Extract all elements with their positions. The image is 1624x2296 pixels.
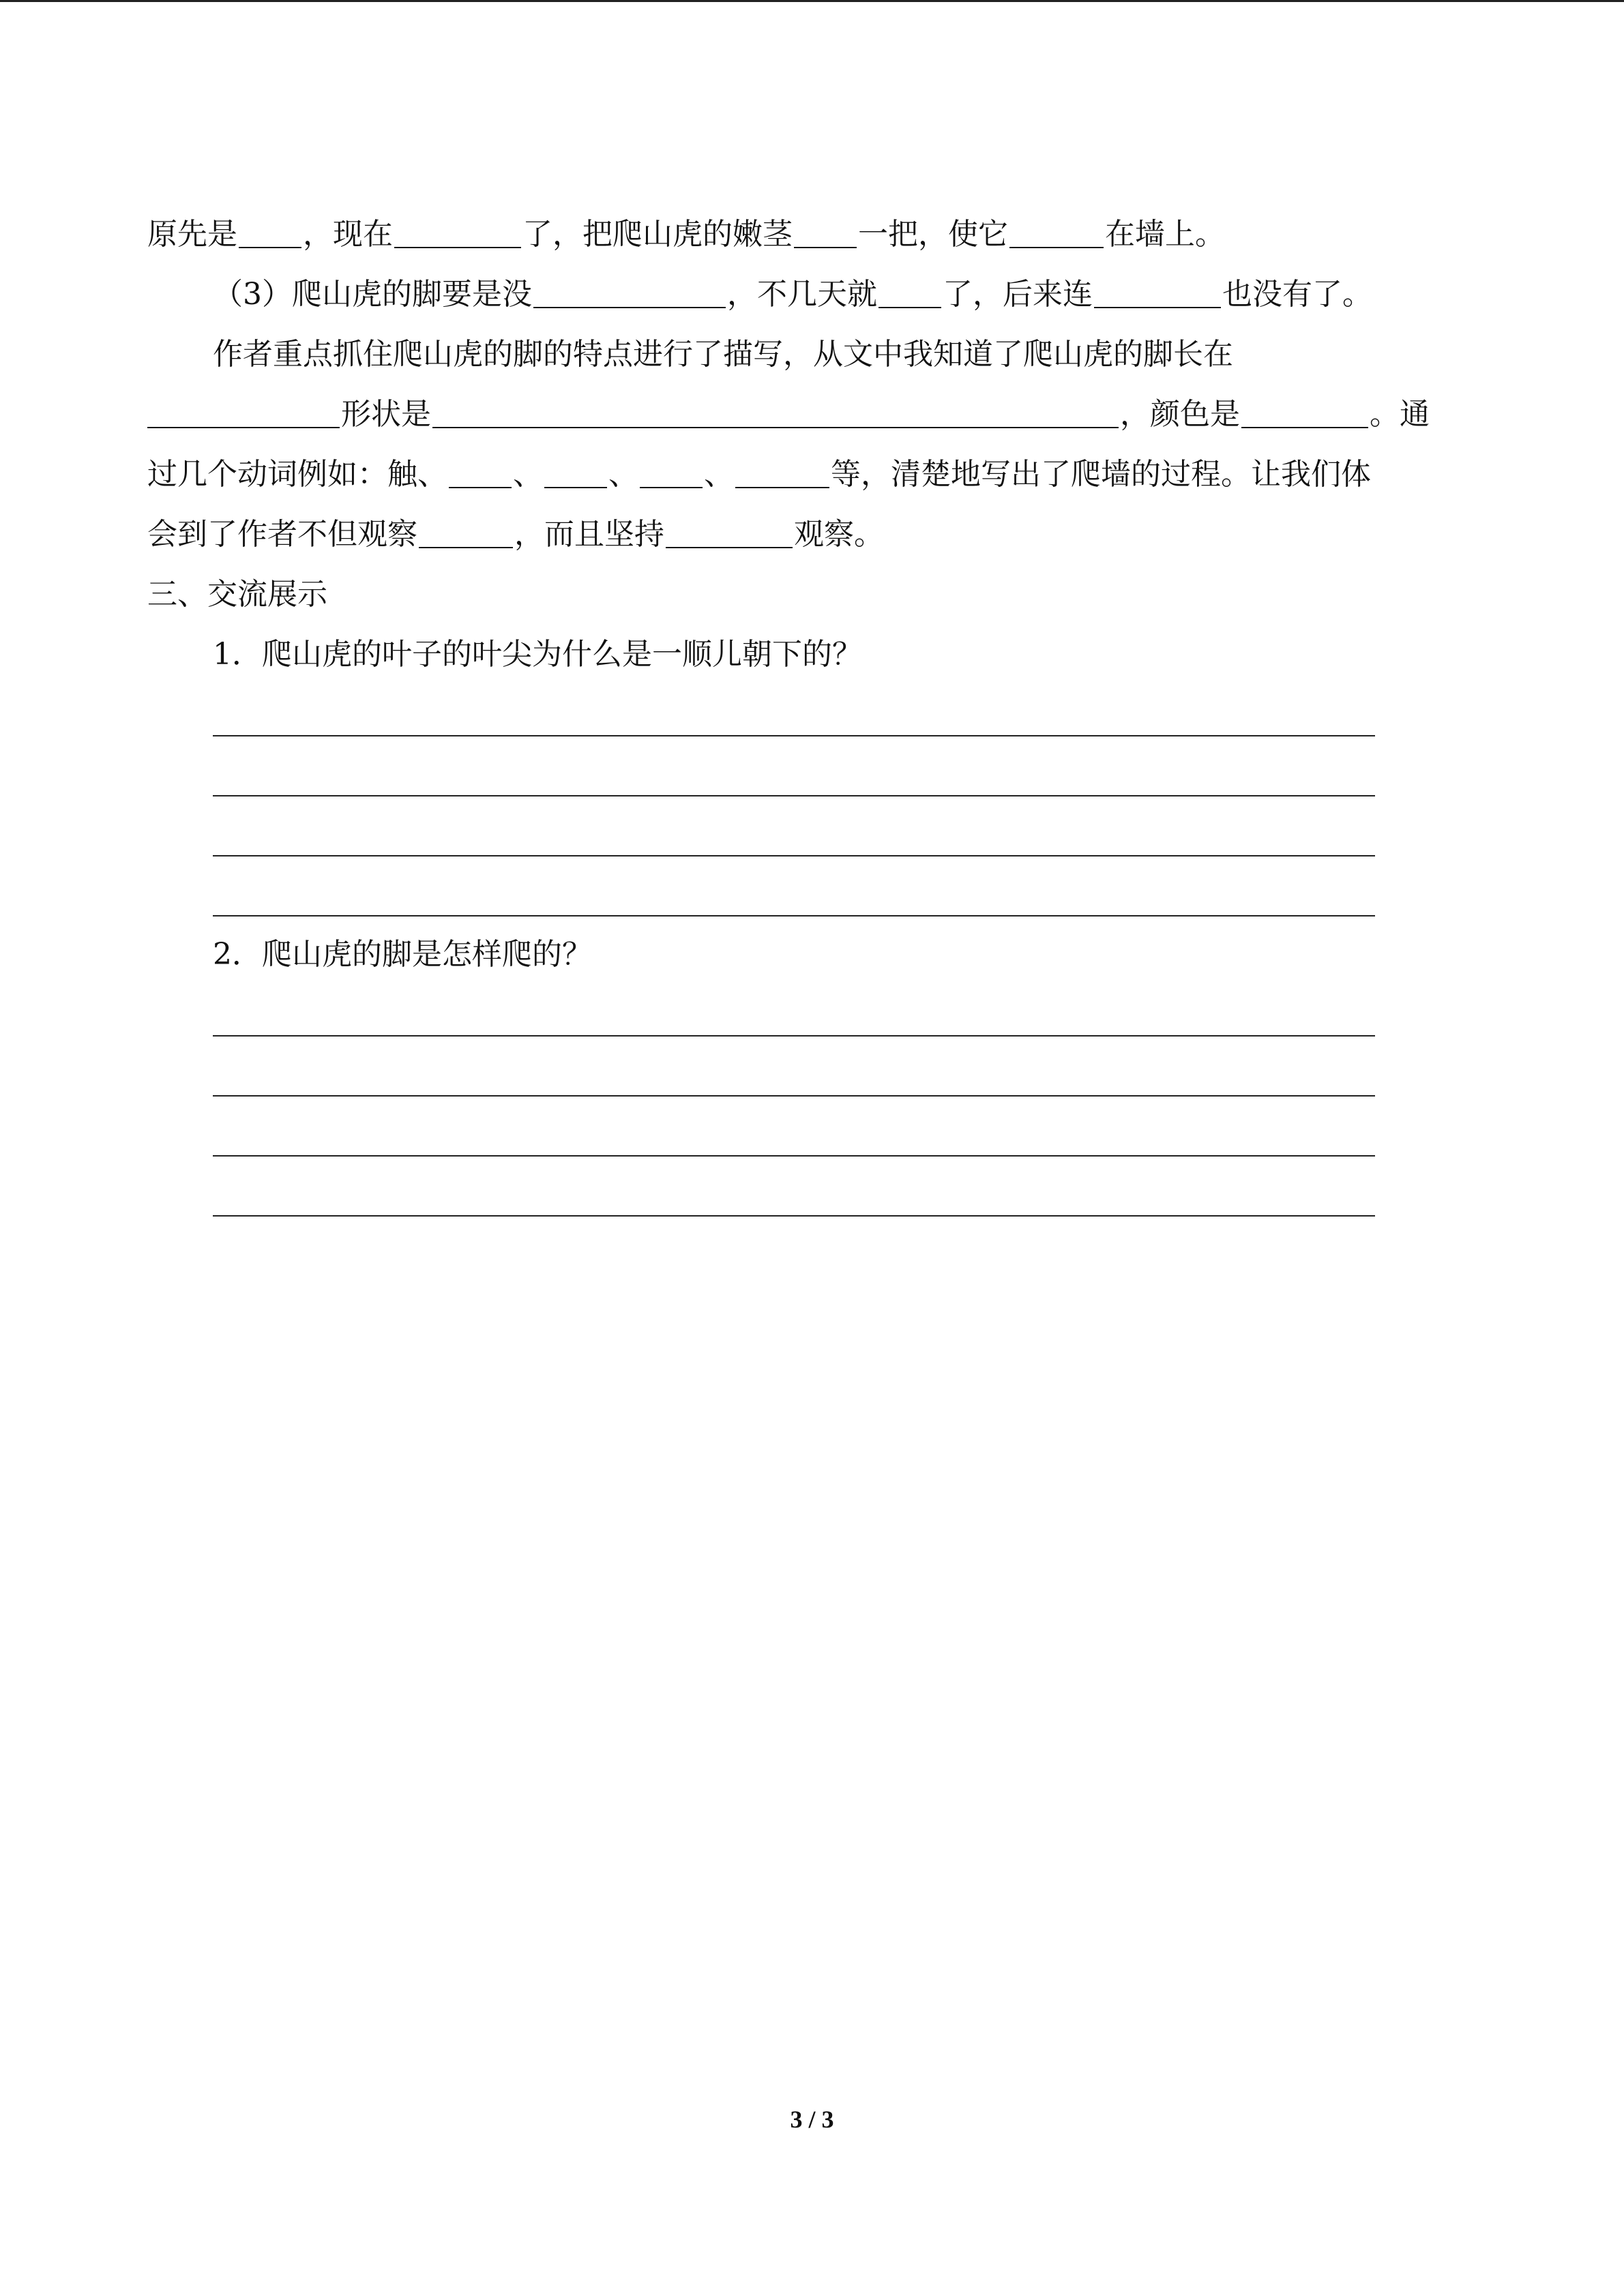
text-segment: 作者重点抓住爬山虎的脚的特点进行了描写，从文中我知道了爬山虎的脚长在 xyxy=(213,337,1233,372)
text-segment: ，现在 xyxy=(303,217,393,252)
blank-field[interactable] xyxy=(432,400,1119,428)
answer-line[interactable] xyxy=(213,915,1375,916)
text-segment: 了，把爬山虎的嫩茎 xyxy=(522,217,793,252)
fill-in-line-4 xyxy=(147,394,1457,435)
text-segment: ，不几天就 xyxy=(727,277,877,312)
fill-in-line-5 xyxy=(147,454,1457,495)
text-segment: 也没有了。 xyxy=(1222,277,1372,312)
page-number: 3 / 3 xyxy=(790,2106,834,2133)
blank-field[interactable] xyxy=(533,280,726,308)
text-segment: （3）爬山虎的脚要是没 xyxy=(213,277,532,312)
answer-line[interactable] xyxy=(213,735,1375,736)
fill-in-line-6 xyxy=(147,514,1457,555)
text-segment: 原先是 xyxy=(147,217,237,252)
blank-field[interactable] xyxy=(449,460,512,488)
blank-field[interactable] xyxy=(394,220,521,248)
blank-field[interactable] xyxy=(419,520,513,548)
text-segment: 在墙上。 xyxy=(1105,217,1225,252)
text-segment: 了，后来连 xyxy=(943,277,1093,312)
text-segment: 。通 xyxy=(1370,397,1430,432)
blank-field[interactable] xyxy=(794,220,857,248)
answer-line[interactable] xyxy=(213,1035,1375,1037)
fill-in-line-1 xyxy=(147,214,1457,255)
text-segment: 会到了作者不但观察 xyxy=(147,517,417,552)
text-segment: ，颜色是 xyxy=(1120,397,1240,432)
blank-field[interactable] xyxy=(147,400,340,428)
blank-field[interactable] xyxy=(544,460,607,488)
blank-field[interactable] xyxy=(1009,220,1104,248)
blank-field[interactable] xyxy=(735,460,829,488)
answer-line[interactable] xyxy=(213,795,1375,796)
answer-line[interactable] xyxy=(213,1215,1375,1217)
question-1: 1．爬山虎的叶子的叶尖为什么是一顺儿朝下的？ xyxy=(213,637,862,672)
section-heading: 三、交流展示 xyxy=(147,577,327,612)
blank-field[interactable] xyxy=(640,460,703,488)
fill-in-line-3 xyxy=(213,334,1522,375)
blank-field[interactable] xyxy=(1094,280,1221,308)
fill-in-line-2 xyxy=(213,274,1522,315)
text-segment: 、 xyxy=(704,457,734,492)
blank-field[interactable] xyxy=(879,280,941,308)
answer-line[interactable] xyxy=(213,1095,1375,1097)
blank-field[interactable] xyxy=(1241,400,1368,428)
page-top-border xyxy=(0,0,1624,2)
text-segment: 等，清楚地写出了爬墙的过程。让我们体 xyxy=(831,457,1371,492)
answer-line[interactable] xyxy=(213,1155,1375,1157)
blank-field[interactable] xyxy=(666,520,793,548)
text-segment: ，而且坚持 xyxy=(514,517,664,552)
text-segment: 一把，使它 xyxy=(858,217,1008,252)
text-segment: 、 xyxy=(608,457,638,492)
blank-field[interactable] xyxy=(239,220,301,248)
text-segment: 过几个动词例如：触、 xyxy=(147,457,447,492)
text-segment: 形状是 xyxy=(341,397,431,432)
text-segment: 观察。 xyxy=(794,517,884,552)
question-2: 2．爬山虎的脚是怎样爬的？ xyxy=(213,937,592,972)
answer-line[interactable] xyxy=(213,855,1375,856)
text-segment: 、 xyxy=(513,457,543,492)
